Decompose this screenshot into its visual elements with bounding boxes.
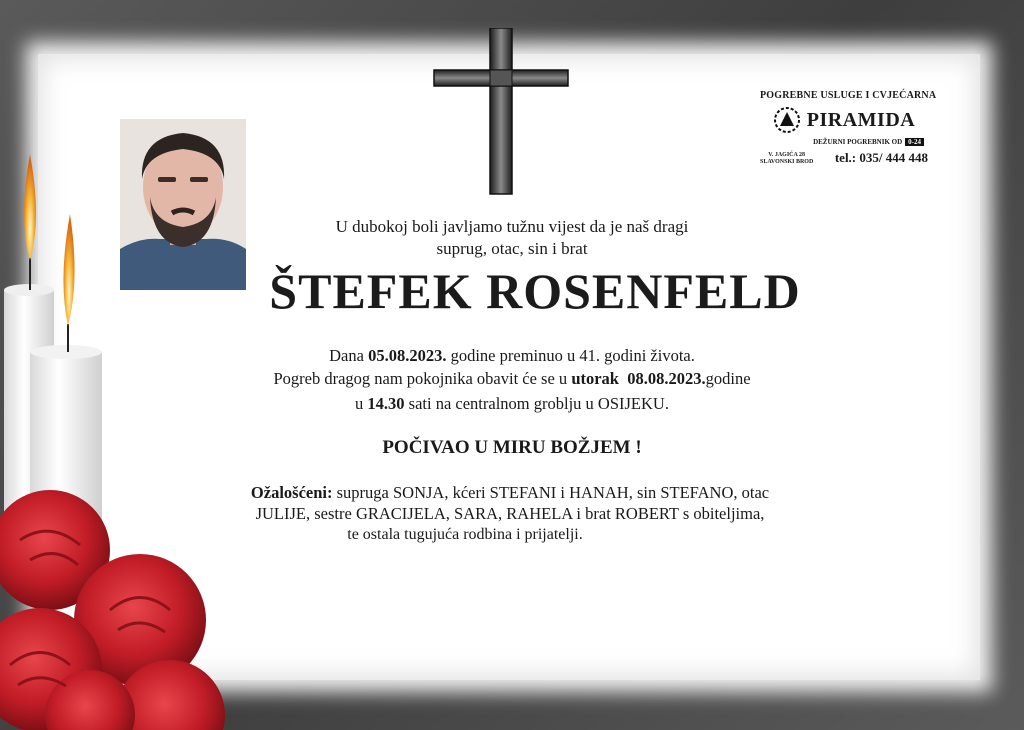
funeral-home-header: POGREBNE USLUGE I CVJEĆARNA	[760, 90, 937, 101]
funeral-home-phone: tel.: 035/ 444 448	[834, 150, 928, 165]
funeral-date-line: Pogreb dragog nam pokojnika obavit će se u utorak 08.08.2023.godine	[273, 369, 751, 388]
mourners-text: Ožalošćeni: supruga SONJA, kćeri STEFANI i HANAH, sin STEFANO, otac JULIJE, sestre GRACIJELA, SARA, RAHELA i brat ROBERT s obiteljima,	[250, 483, 770, 523]
deceased-photo	[120, 119, 246, 290]
intro-line-2: suprug, otac, sin i brat	[436, 239, 588, 258]
candles-icon	[0, 140, 120, 540]
duty-line: DEŽURNI POGREBNIK OD 0-24	[760, 138, 928, 146]
funeral-home-address: V. JAGIĆA 28 SLAVONSKI BROD	[760, 152, 814, 165]
rest-in-peace: POČIVAO U MIRU BOŽJEM !	[382, 437, 642, 458]
cross-icon	[432, 28, 570, 196]
intro-line-1: U dubokoj boli javljamo tužnu vijest da je naš dragi	[335, 217, 689, 236]
pyramid-wreath-icon	[773, 106, 801, 134]
death-date-line: Dana 05.08.2023. godine preminuo u 41. godini života.	[329, 346, 695, 365]
mourners-closing: te ostala tugujuća rodbina i prijatelji.	[347, 526, 583, 543]
roses-icon	[0, 490, 240, 730]
funeral-home-logo	[760, 90, 937, 174]
funeral-time-line: u 14.30 sati na centralnom groblju u OSIJEKU.	[355, 394, 669, 413]
funeral-home-name: PIRAMIDA	[806, 108, 916, 131]
deceased-name: ŠTEFEK ROSENFELD	[269, 263, 801, 319]
mourners-label: Ožalošćeni:	[250, 483, 333, 502]
